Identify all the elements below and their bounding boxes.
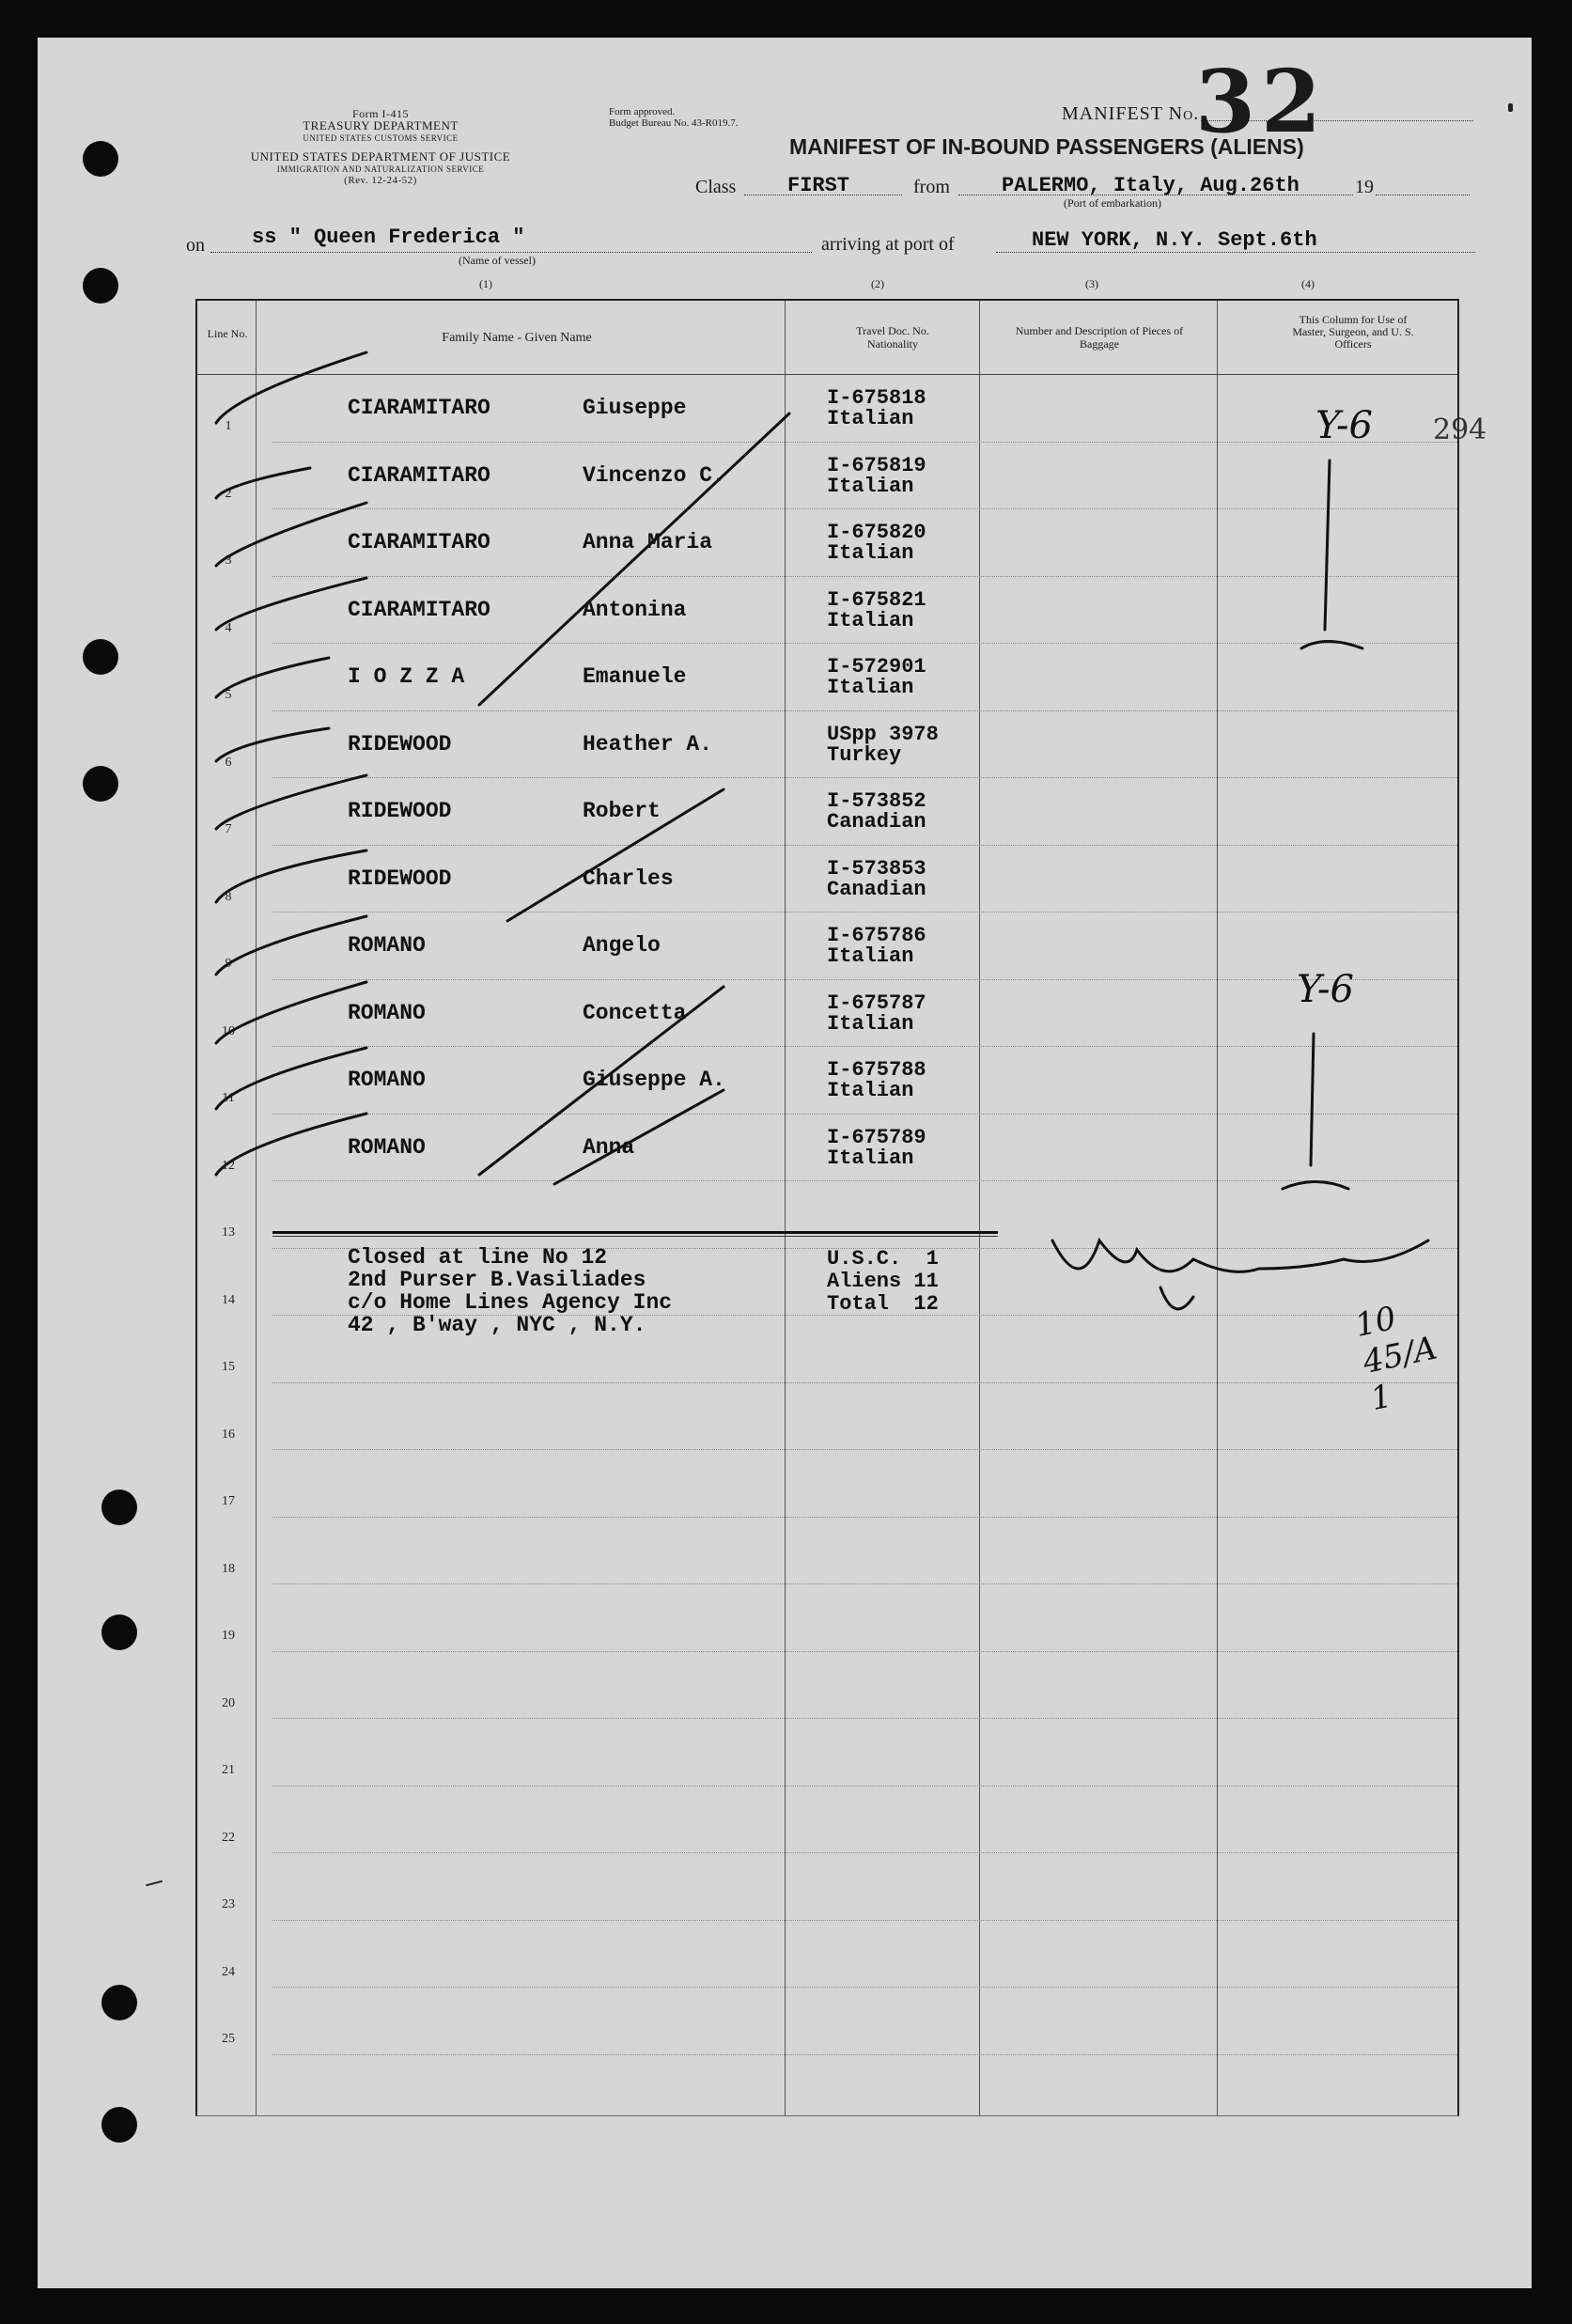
- travel-doc-number: I-675789: [827, 1125, 926, 1149]
- nationality: Italian: [827, 676, 914, 699]
- vessel-name: ss " Queen Frederica ": [252, 226, 525, 249]
- nationality: Italian: [827, 407, 914, 430]
- given-name: Antonina: [583, 597, 687, 622]
- time-note: 10 45/A 1: [1351, 1299, 1440, 1419]
- travel-doc-number: I-675818: [827, 386, 926, 410]
- row-rule: [272, 508, 1457, 509]
- revision-date: (Rev. 12-24-52): [344, 175, 417, 186]
- given-name: Vincenzo C.: [583, 462, 725, 488]
- row-rule: [272, 979, 1457, 980]
- family-name: RIDEWOOD: [348, 799, 452, 823]
- col-number-2: (2): [871, 277, 884, 290]
- line-no-divider: [256, 301, 257, 2115]
- line-number: 19: [222, 1629, 235, 1643]
- line-number: 20: [222, 1695, 235, 1710]
- header-travel-doc: Travel Doc. No. Nationality: [856, 324, 929, 351]
- travel-doc-number: I-675787: [827, 990, 926, 1015]
- class-value: FIRST: [787, 174, 850, 197]
- line-number: 12: [222, 1158, 235, 1173]
- manifest-title: MANIFEST OF IN-BOUND PASSENGERS (ALIENS): [789, 134, 1304, 159]
- year-label: 19: [1355, 177, 1374, 197]
- row-rule: [272, 576, 1457, 577]
- line-number: 22: [222, 1830, 235, 1845]
- vessel-caption: (Name of vessel): [459, 254, 536, 267]
- travel-doc-number: I-573853: [827, 856, 926, 881]
- given-name: Angelo: [583, 933, 661, 958]
- from-label: from: [913, 177, 950, 197]
- arriving-port: NEW YORK, N.Y. Sept.6th: [1032, 228, 1317, 252]
- binder-hole: [83, 766, 118, 802]
- manifest-label: MANIFEST No.: [1062, 103, 1200, 124]
- justice-dept: UNITED STATES DEPARTMENT OF JUSTICE: [250, 149, 511, 164]
- nationality: Italian: [827, 1079, 914, 1102]
- nationality: Turkey: [827, 742, 902, 767]
- line-number: 8: [225, 889, 232, 904]
- treasury-dept: TREASURY DEPARTMENT: [303, 118, 459, 133]
- travel-doc-number: I-675786: [827, 924, 926, 947]
- row-rule: [272, 643, 1457, 644]
- line-number: 7: [225, 822, 232, 836]
- given-name: Anna Maria: [583, 530, 713, 554]
- closing-total: Total 12: [827, 1292, 939, 1316]
- row-rule: [272, 1651, 1457, 1652]
- travel-doc-number: I-675788: [827, 1058, 926, 1082]
- binder-hole: [101, 2107, 137, 2143]
- col-number-3: (3): [1085, 277, 1098, 290]
- row-rule: [272, 710, 1457, 711]
- line-number: 15: [222, 1360, 235, 1374]
- row-rule: [272, 2054, 1457, 2055]
- given-name: Charles: [583, 866, 674, 891]
- vessel-line: [210, 252, 812, 253]
- line-number: 6: [225, 755, 232, 770]
- margin-number: 294: [1433, 413, 1487, 446]
- family-name: CIARAMITARO: [348, 396, 490, 420]
- line-number: 13: [222, 1225, 235, 1240]
- row-rule: [272, 1046, 1457, 1047]
- row-rule: [272, 1987, 1457, 1988]
- line-number: 21: [222, 1763, 235, 1777]
- stamp-y6-bottom: Y-6: [1297, 968, 1354, 1011]
- nationality: Italian: [827, 541, 914, 565]
- line-number: 25: [222, 2032, 235, 2046]
- row-rule: [272, 1180, 1457, 1181]
- port-caption: (Port of embarkation): [1064, 196, 1161, 210]
- row-rule: [272, 845, 1457, 846]
- family-name: ROMANO: [348, 1068, 426, 1092]
- given-name: Emanuele: [583, 664, 687, 689]
- form-number: Form I-415: [352, 107, 409, 120]
- row-rule: [272, 1449, 1457, 1450]
- line-number: 9: [225, 957, 232, 971]
- header-line-no: Line No.: [207, 327, 248, 340]
- col-number-4: (4): [1301, 277, 1315, 290]
- manifest-sheet: [38, 38, 1532, 2288]
- line-number: 18: [222, 1561, 235, 1576]
- row-rule: [272, 1852, 1457, 1853]
- travel-doc-number: I-675819: [827, 453, 926, 477]
- closing-line-3: c/o Home Lines Agency Inc: [348, 1290, 673, 1315]
- binder-hole: [83, 639, 118, 675]
- arriving-line: [996, 252, 1475, 253]
- given-name: Heather A.: [583, 731, 713, 756]
- family-name: RIDEWOOD: [348, 731, 452, 756]
- given-name: Robert: [583, 799, 661, 823]
- family-name: ROMANO: [348, 1000, 426, 1025]
- line-number: 14: [222, 1292, 235, 1307]
- binder-hole: [101, 1490, 137, 1525]
- closing-aliens: Aliens 11: [827, 1270, 939, 1293]
- customs-service: UNITED STATES CUSTOMS SERVICE: [303, 133, 459, 143]
- family-name: ROMANO: [348, 933, 426, 958]
- binder-hole: [101, 1614, 137, 1650]
- baggage-divider: [1217, 301, 1218, 2115]
- given-name: Giuseppe: [583, 396, 687, 420]
- travel-doc-number: I-573852: [827, 789, 926, 813]
- class-label: Class: [695, 177, 737, 197]
- row-rule: [272, 1920, 1457, 1921]
- on-label: on: [186, 235, 205, 256]
- travel-doc-number: I-572901: [827, 655, 926, 678]
- family-name: RIDEWOOD: [348, 866, 452, 891]
- closing-line-4: 42 , B'way , NYC , N.Y.: [348, 1313, 646, 1337]
- line-number: 4: [225, 620, 232, 635]
- line-number: 2: [225, 486, 232, 501]
- row-rule: [272, 1382, 1457, 1383]
- nationality: Italian: [827, 1146, 914, 1170]
- line-number: 11: [222, 1091, 235, 1105]
- row-rule: [272, 1114, 1457, 1115]
- header-name: Family Name - Given Name: [442, 331, 592, 345]
- line-number: 5: [225, 688, 232, 702]
- family-name: ROMANO: [348, 1134, 426, 1160]
- manifest-number: 32: [1195, 51, 1328, 152]
- closing-rule: [272, 1231, 998, 1234]
- from-value: PALERMO, Italy, Aug.26th: [1002, 174, 1300, 197]
- closing-usc: U.S.C. 1: [827, 1247, 939, 1271]
- travel-doc-number: I-675820: [827, 521, 926, 544]
- line-number: 10: [222, 1023, 235, 1038]
- family-name: CIARAMITARO: [348, 597, 490, 622]
- edge-mark: [1508, 103, 1513, 112]
- row-rule: [272, 442, 1457, 443]
- nationality: Italian: [827, 474, 914, 498]
- closing-line-1: Closed at line No 12: [348, 1245, 608, 1270]
- header-baggage: Number and Description of Pieces of Baggage: [1015, 324, 1184, 351]
- form-approved: Form approved.: [609, 106, 676, 117]
- line-number: 23: [222, 1897, 235, 1911]
- line-number: 3: [225, 554, 232, 568]
- doc-divider: [979, 301, 980, 2115]
- family-name: CIARAMITARO: [348, 462, 490, 488]
- budget-bureau: Budget Bureau No. 43-R019.7.: [609, 117, 739, 129]
- nationality: Italian: [827, 944, 914, 968]
- binder-hole: [101, 1985, 137, 2020]
- stamp-y6-top: Y-6: [1315, 404, 1373, 447]
- line-number: 24: [222, 1964, 235, 1979]
- given-name: Giuseppe A.: [583, 1068, 725, 1092]
- header-officers: This Column for Use of Master, Surgeon, and U. S. Officers: [1292, 313, 1414, 351]
- margin-dash: [146, 1880, 163, 1887]
- given-name: Anna: [583, 1134, 635, 1160]
- row-rule: [272, 1583, 1457, 1584]
- immigration-service: IMMIGRATION AND NATURALIZATION SERVICE: [276, 164, 485, 174]
- arriving-label: arriving at port of: [821, 234, 955, 255]
- family-name: I O Z Z A: [348, 664, 465, 689]
- row-rule: [272, 777, 1457, 778]
- nationality: Canadian: [827, 877, 926, 901]
- col-number-1: (1): [479, 277, 492, 290]
- given-name: Concetta: [583, 1000, 687, 1025]
- binder-hole: [83, 268, 118, 304]
- travel-doc-number: USpp 3978: [827, 722, 939, 746]
- family-name: CIARAMITARO: [348, 530, 490, 554]
- passenger-table: [195, 299, 1459, 2116]
- handwritten-marks: [197, 301, 1457, 2115]
- name-divider: [785, 301, 786, 2115]
- line-number: 16: [222, 1427, 235, 1442]
- nationality: Canadian: [827, 810, 926, 834]
- binder-hole: [83, 141, 118, 177]
- row-rule: [272, 1517, 1457, 1518]
- line-number: 1: [225, 419, 232, 433]
- closing-rule-second: [272, 1236, 998, 1237]
- travel-doc-number: I-675821: [827, 587, 926, 612]
- closing-line-2: 2nd Purser B.Vasiliades: [348, 1268, 646, 1292]
- row-rule: [272, 1718, 1457, 1719]
- nationality: Italian: [827, 608, 914, 632]
- line-number: 17: [222, 1494, 235, 1508]
- nationality: Italian: [827, 1011, 914, 1036]
